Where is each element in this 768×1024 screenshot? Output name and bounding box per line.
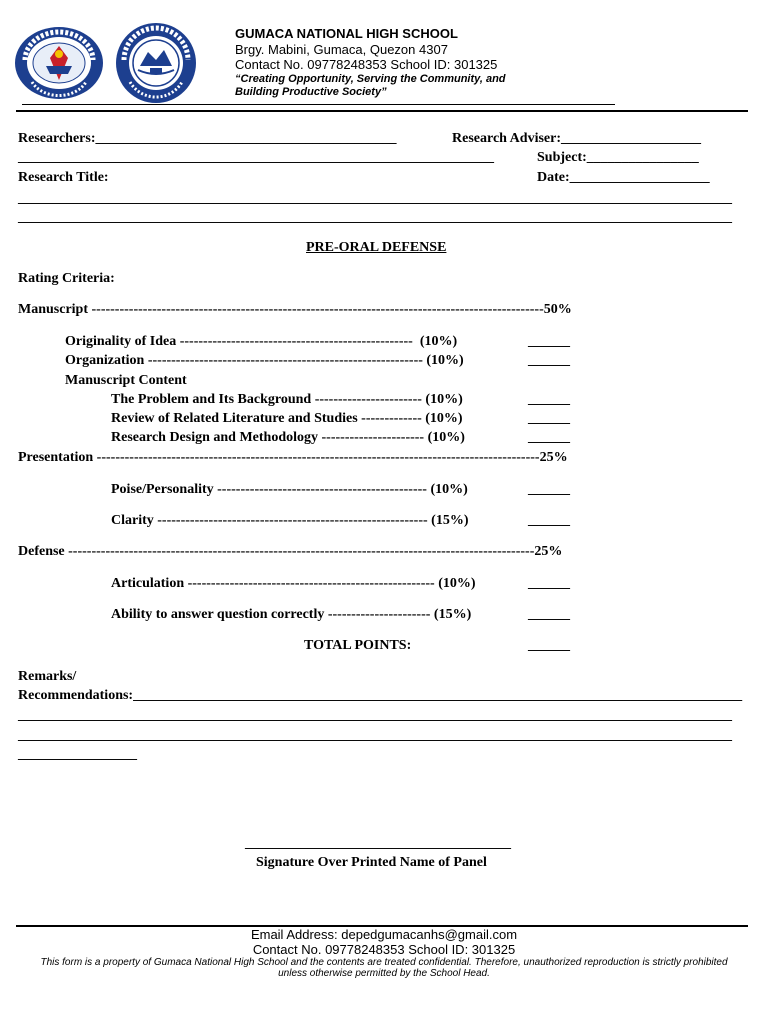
rating-criteria-label: Rating Criteria: xyxy=(18,271,115,286)
score-blank-clarity[interactable]: ______ xyxy=(528,513,570,528)
school-motto-line2: Building Productive Society” xyxy=(235,86,387,98)
criteria-originality: Originality of Idea -------------------------------------------------- (10%) xyxy=(65,334,458,349)
score-blank-review[interactable]: ______ xyxy=(528,411,570,426)
criteria-articulation: Articulation ----------------------------------------------------- (10%) xyxy=(111,576,476,591)
footer-disclaimer-line1: This form is a property of Gumaca National High School and the contents are treated confidential. Therefore, unauthorized reproduction is strictly prohibited xyxy=(40,957,728,968)
form-heading: PRE-ORAL DEFENSE xyxy=(306,240,447,255)
criteria-clarity: Clarity ---------------------------------------------------------- (15%) xyxy=(111,513,469,528)
score-blank-design[interactable]: ______ xyxy=(528,430,570,445)
recommendations-line-2[interactable]: ______________________________________________________________________________________________________ xyxy=(18,728,732,743)
research-title-line-1[interactable]: ______________________________________________________________________________________________________ xyxy=(18,191,732,206)
criteria-presentation: Presentation -----------------------------------------------------------------------------------------------25% xyxy=(18,450,568,465)
header-underline xyxy=(22,104,615,105)
criteria-manuscript-content: Manuscript Content xyxy=(65,373,187,388)
recommendations-field[interactable]: Recommendations:_______________________________________________________________________________________ xyxy=(18,688,743,703)
criteria-problem-background: The Problem and Its Background ----------------------- (10%) xyxy=(111,392,463,407)
footer-contact: Contact No. 09778248353 School ID: 301325 xyxy=(252,942,516,957)
school-contact: Contact No. 09778248353 School ID: 301325 xyxy=(235,57,498,72)
subject-field[interactable]: Subject:________________ xyxy=(537,150,699,165)
remarks-label: Remarks/ xyxy=(18,669,77,684)
criteria-poise: Poise/Personality --------------------------------------------- (10%) xyxy=(111,482,468,497)
researchers-field[interactable]: Researchers:___________________________________________ xyxy=(18,131,397,146)
score-blank-ability[interactable]: ______ xyxy=(528,607,570,622)
date-field[interactable]: Date:____________________ xyxy=(537,170,710,185)
criteria-defense: Defense ----------------------------------------------------------------------------------------------------25% xyxy=(18,544,563,559)
signature-label: Signature Over Printed Name of Panel xyxy=(256,855,487,870)
score-blank-articulation[interactable]: ______ xyxy=(528,576,570,591)
score-blank-problem[interactable]: ______ xyxy=(528,392,570,407)
recommendations-line-3[interactable]: _________________ xyxy=(18,747,137,762)
school-name: GUMACA NATIONAL HIGH SCHOOL xyxy=(235,26,458,41)
signature-line[interactable]: ______________________________________ xyxy=(245,836,511,851)
criteria-manuscript: Manuscript -------------------------------------------------------------------------------------------------50% xyxy=(18,302,572,317)
score-blank-organization[interactable]: ______ xyxy=(528,353,570,368)
header-rule xyxy=(16,110,748,112)
school-address: Brgy. Mabini, Gumaca, Quezon 4307 xyxy=(235,42,448,57)
school-seal-logo xyxy=(114,22,198,104)
research-title-line-2[interactable]: ______________________________________________________________________________________________________ xyxy=(18,210,732,225)
criteria-organization: Organization ----------------------------------------------------------- (10%) xyxy=(65,353,464,368)
deped-seal-logo xyxy=(10,24,108,102)
researchers-continuation-line[interactable]: ____________________________________________________________________ xyxy=(18,150,494,165)
school-motto-line1: “Creating Opportunity, Serving the Community, and xyxy=(235,73,506,85)
footer-email: Email Address: depedgumacanhs@gmail.com xyxy=(250,927,518,942)
criteria-research-design: Research Design and Methodology ---------------------- (10%) xyxy=(111,430,465,445)
research-title-label: Research Title: xyxy=(18,170,109,185)
criteria-ability: Ability to answer question correctly ---------------------- (15%) xyxy=(111,607,472,622)
score-blank-total[interactable]: ______ xyxy=(528,638,570,653)
total-points-label: TOTAL POINTS: xyxy=(304,638,412,653)
score-blank-originality[interactable]: ______ xyxy=(528,334,570,349)
research-adviser-field[interactable]: Research Adviser:____________________ xyxy=(452,131,701,146)
footer-disclaimer-line2: unless otherwise permitted by the School Head. xyxy=(278,968,490,979)
score-blank-poise[interactable]: ______ xyxy=(528,482,570,497)
recommendations-line-1[interactable]: ______________________________________________________________________________________________________ xyxy=(18,708,732,723)
criteria-related-literature: Review of Related Literature and Studies ------------- (10%) xyxy=(111,411,463,426)
